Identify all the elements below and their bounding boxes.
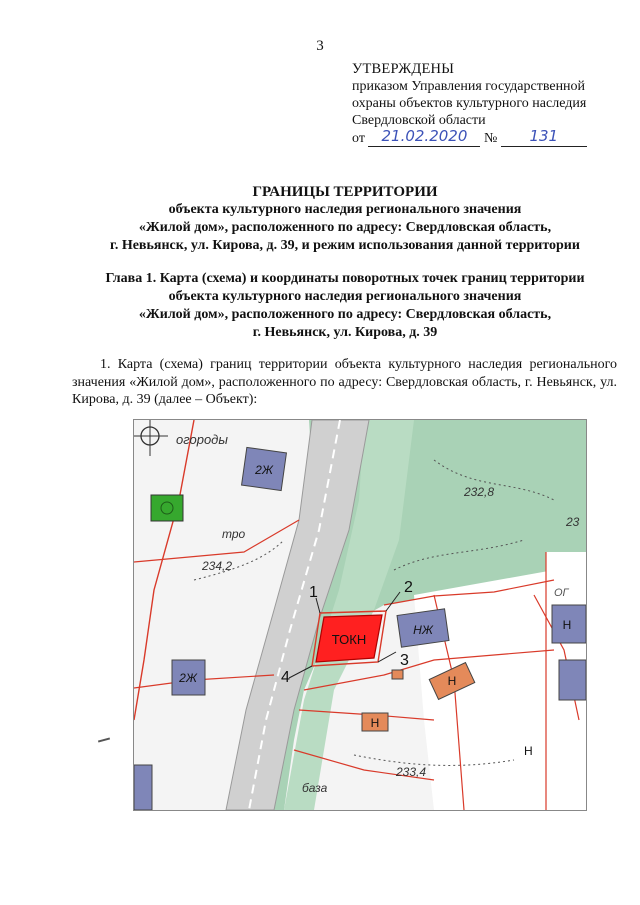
building-tiny — [392, 670, 403, 679]
point-4-label: 4 — [281, 669, 290, 686]
approval-heading: УТВЕРЖДЕНЫ — [352, 61, 455, 77]
building-label: Н — [447, 674, 457, 688]
ogorody-label: огороды — [176, 432, 228, 447]
approval-line: Свердловской области — [352, 113, 486, 128]
elevation-label: 23 — [566, 515, 580, 529]
title-line: «Жилой дом», расположенного по адресу: Свердловская область, — [138, 220, 552, 235]
point-2-label: 2 — [404, 579, 413, 596]
number-prefix: № — [483, 131, 498, 146]
date-number-line — [352, 129, 612, 149]
chapter-line: г. Невьянск, ул. Кирова, д. 39 — [252, 325, 438, 340]
baza-label: база — [302, 781, 328, 795]
building-right-2 — [559, 660, 586, 700]
heritage-label: ТОКН — [331, 632, 367, 647]
og-label: ОГ — [554, 587, 569, 599]
elevation-label: 234,2 — [202, 559, 233, 573]
boundary-map — [133, 419, 587, 811]
chapter-line: Глава 1. Карта (схема) и координаты поворотных точек границ территории — [105, 271, 585, 286]
title-line: объекта культурного наследия регионального значения — [168, 202, 522, 217]
handwritten-date: 21.02.2020 — [381, 127, 468, 145]
point-1-label: 1 — [309, 584, 318, 601]
building-label: Н — [524, 744, 533, 758]
chapter-line: объекта культурного наследия регионального значения — [168, 289, 522, 304]
scan-mark — [98, 737, 110, 742]
body-paragraph — [72, 356, 617, 409]
document-title — [60, 183, 630, 255]
building-label: 2Ж — [255, 463, 273, 477]
title-line: г. Невьянск, ул. Кирова, д. 39, и режим использования данной территории — [110, 238, 580, 253]
approval-line: охраны объектов культурного наследия — [352, 96, 587, 111]
chapter-line: «Жилой дом», расположенного по адресу: Свердловская область, — [138, 307, 552, 322]
elevation-label: 233,4 — [396, 765, 427, 779]
green-plot — [151, 495, 183, 521]
title-heading: ГРАНИЦЫ ТЕРРИТОРИИ — [252, 184, 438, 200]
elevation-label: 232,8 — [464, 485, 495, 499]
point-3-label: 3 — [400, 652, 409, 669]
paragraph-text: 1. Карта (схема) границ территории объекта культурного наследия регионального значения «Жилой дом», расположенного по адресу: Свердловская область, г. Невьянск, ул. Кирова, д. 39 (далее – Объект): — [72, 357, 617, 407]
handwritten-number: 131 — [529, 127, 559, 145]
building-label: Н — [562, 618, 572, 632]
building-label: НЖ — [413, 623, 433, 637]
approval-line: приказом Управления государственной — [352, 79, 586, 94]
chapter-title — [60, 270, 630, 342]
building-label: 2Ж — [179, 671, 197, 685]
page-number: 3 — [316, 38, 324, 54]
tro-label: тро — [222, 527, 246, 541]
building-label: Н — [370, 716, 380, 730]
date-prefix: от — [352, 131, 365, 146]
approval-block — [352, 61, 612, 149]
building-partial — [134, 765, 152, 810]
